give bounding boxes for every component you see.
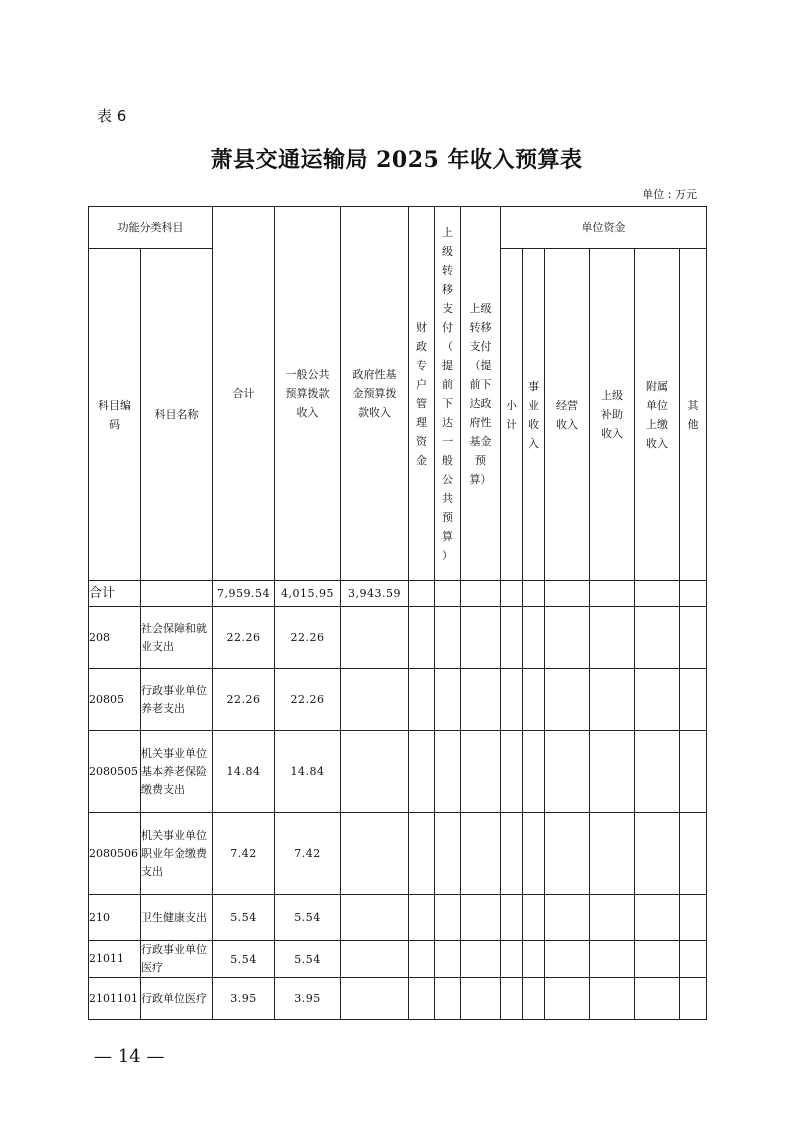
empty-cell [635,731,680,813]
empty-cell [523,895,545,941]
empty-cell [523,607,545,669]
table-row [89,895,707,941]
total-row-general: 4,015.95 [275,581,341,607]
row-total: 5.54 [213,895,275,941]
subject-code: 21011 [89,941,141,978]
empty-cell [501,941,523,978]
header-subject-name: 科目名称 [141,249,213,581]
empty-cell [523,731,545,813]
empty-cell [501,607,523,669]
empty-cell [461,895,501,941]
header-upper-transfer-general: 上 级 转 移 支 付 （ 提 前 下 达 一 般 公 共 预 算 ） [435,207,461,581]
subject-code: 2080505 [89,731,141,813]
empty-cell [680,731,707,813]
empty-cell [409,895,435,941]
empty-cell [590,731,635,813]
header-upper-transfer-fund: 上级转移支付（提前下达政府性基金预算） [461,207,501,581]
empty-cell [590,941,635,978]
header-subject-code: 科目编码 [89,249,141,581]
empty-cell [461,669,501,731]
empty-cell [545,813,590,895]
header-fiscal-special: 财 政 专 户 管 理 资 金 [409,207,435,581]
empty-cell [501,669,523,731]
empty-cell [523,978,545,1020]
empty-cell [461,813,501,895]
empty-cell [590,607,635,669]
empty-cell [341,978,409,1020]
subject-name: 行政单位医疗 [141,978,213,1020]
header-subtotal: 小 计 [501,249,523,581]
subject-name: 社会保障和就业支出 [141,607,213,669]
row-total: 14.84 [213,731,275,813]
empty-cell [635,978,680,1020]
header-other: 其 他 [680,249,707,581]
table-row [89,941,707,978]
empty-cell [590,978,635,1020]
empty-cell [590,669,635,731]
row-general: 5.54 [275,941,341,978]
empty-cell [680,813,707,895]
empty-cell [341,813,409,895]
empty-cell [435,941,461,978]
table-row [89,607,707,669]
empty-cell [341,895,409,941]
row-total: 5.54 [213,941,275,978]
header-unit-funds: 单位资金 [501,207,707,249]
empty-cell [590,895,635,941]
empty-cell [680,978,707,1020]
empty-cell [545,895,590,941]
page-title: 萧县交通运输局 2025 年收入预算表 [210,147,583,173]
table-row [89,978,707,1020]
header-general-public: 一般公共预算拨款收入 [275,207,341,581]
empty-cell [409,813,435,895]
row-total: 7.42 [213,813,275,895]
table-body [89,607,707,1020]
empty-cell [501,813,523,895]
empty-cell [435,669,461,731]
empty-cell [635,669,680,731]
row-general: 22.26 [275,669,341,731]
row-general: 22.26 [275,607,341,669]
row-total: 3.95 [213,978,275,1020]
header-gov-fund: 政府性基金预算拨款收入 [341,207,409,581]
empty-cell [590,813,635,895]
empty-cell [501,731,523,813]
subject-code: 2101101 [89,978,141,1020]
empty-cell [341,941,409,978]
empty-cell [635,607,680,669]
subject-code: 20805 [89,669,141,731]
empty-cell [435,895,461,941]
subject-name: 机关事业单位基本养老保险缴费支出 [141,731,213,813]
empty-cell [545,978,590,1020]
header-total: 合计 [213,207,275,581]
table-row-total [89,581,707,607]
empty-cell [501,895,523,941]
table-row [89,669,707,731]
empty-cell [680,607,707,669]
empty-cell [435,978,461,1020]
revenue-budget-table [88,206,707,1020]
empty-cell [341,669,409,731]
empty-cell [501,978,523,1020]
empty-cell [523,813,545,895]
page-number: — 14 — [94,1046,165,1067]
row-general: 7.42 [275,813,341,895]
row-total: 22.26 [213,607,275,669]
empty-cell [680,941,707,978]
empty-cell [545,607,590,669]
subject-code: 208 [89,607,141,669]
row-general: 3.95 [275,978,341,1020]
empty-cell [409,941,435,978]
empty-cell [409,669,435,731]
empty-cell [461,978,501,1020]
header-business-income: 事 业 收 入 [523,249,545,581]
subject-name: 行政事业单位养老支出 [141,669,213,731]
header-functional-category: 功能分类科目 [89,207,213,249]
empty-cell [461,607,501,669]
subject-name: 卫生健康支出 [141,895,213,941]
header-upper-subsidy: 上级补助收入 [590,249,635,581]
empty-cell [680,895,707,941]
empty-cell [545,731,590,813]
empty-cell [409,607,435,669]
table-row [89,731,707,813]
header-operating-income: 经营收入 [545,249,590,581]
empty-cell [523,941,545,978]
empty-cell [435,607,461,669]
row-general: 5.54 [275,895,341,941]
empty-cell [635,895,680,941]
table-label: 表 6 [97,107,127,125]
subject-name: 行政事业单位医疗 [141,941,213,978]
row-total: 22.26 [213,669,275,731]
empty-cell [635,941,680,978]
table-row [89,813,707,895]
header-affiliated-income: 附属单位上缴收入 [635,249,680,581]
empty-cell [635,813,680,895]
total-row-fund: 3,943.59 [341,581,409,607]
empty-cell [341,731,409,813]
row-general: 14.84 [275,731,341,813]
empty-cell [435,731,461,813]
empty-cell [461,731,501,813]
empty-cell [461,941,501,978]
subject-name: 机关事业单位职业年金缴费支出 [141,813,213,895]
total-row-label: 合计 [89,581,141,607]
empty-cell [545,941,590,978]
empty-cell [341,607,409,669]
empty-cell [545,669,590,731]
empty-cell [409,731,435,813]
empty-cell [435,813,461,895]
empty-cell [523,669,545,731]
subject-code: 2080506 [89,813,141,895]
total-row-total: 7,959.54 [213,581,275,607]
empty-cell [680,669,707,731]
empty-cell [409,978,435,1020]
subject-code: 210 [89,895,141,941]
unit-label: 单位 : 万元 [642,188,697,201]
